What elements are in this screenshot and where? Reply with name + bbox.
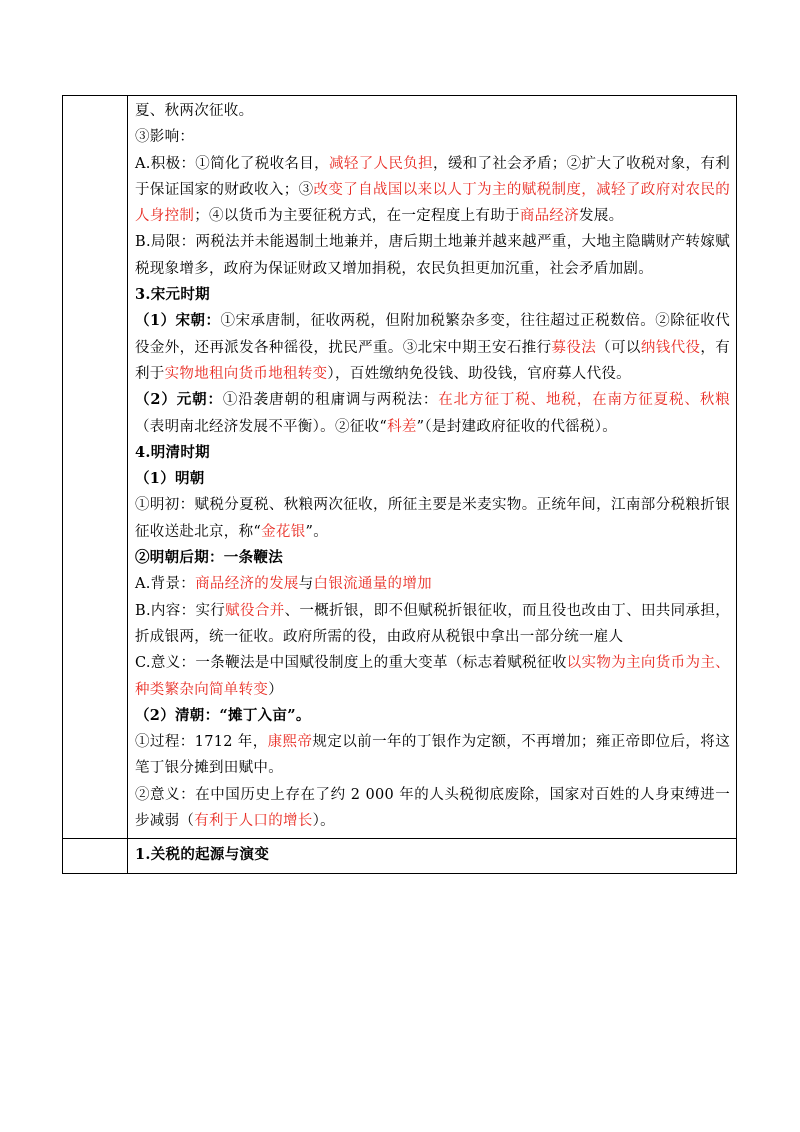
sub-heading: （1）明朝 <box>135 470 205 488</box>
section-heading: 1.关税的起源与演变 <box>135 846 270 864</box>
notes-table <box>62 95 737 874</box>
table-row <box>63 839 737 873</box>
text-line: ③影响： <box>135 129 195 146</box>
song-dynasty: （1）宋朝：①宋承唐制，征收两税，但附加税繁杂多变，往往超过正税数倍。②除征收代役金外，还再派发各种徭役，扰民严重。③北宋中期王安石推行募役法（可以纳钱代役，有利于实物地租向货币地租转变），百姓缴纳免役钱、助役钱，官府募人代役。 <box>135 312 731 382</box>
ming-early: ①明初：赋税分夏税、秋粮两次征收，所征主要是米麦实物。正统年间，江南部分税粮折银征收送赴北京，称“金花银”。 <box>135 497 730 540</box>
sub-heading: （2）清朝：“摊丁入亩”。 <box>135 706 311 724</box>
section-heading: 4.明清时期 <box>135 443 210 461</box>
content-cell <box>128 839 737 873</box>
sub-heading: ②明朝后期：一条鞭法 <box>135 549 283 567</box>
background: A.背景：商品经济的发展与白银流通量的增加 <box>135 576 432 593</box>
section-heading: 3.宋元时期 <box>135 286 210 304</box>
left-cell <box>63 96 128 839</box>
yuan-dynasty: （2）元朝：①沿袭唐朝的租庸调与两税法：在北方征丁税、地税，在南方征夏税、秋粮（表明南北经济发展不平衡）。②征收“科差”（是封建政府征收的代徭税）。 <box>135 391 731 435</box>
limitation: B.局限：两税法并未能遏制土地兼并，唐后期土地兼并越来越严重，大地主隐瞒财产转嫁赋税现象增多，政府为保证财政又增加捐税，农民负担更加沉重，社会矛盾加剧。 <box>135 234 730 277</box>
content-cell <box>128 96 737 839</box>
text-line: 夏、秋两次征收。 <box>135 103 254 119</box>
significance: C.意义：一条鞭法是中国赋役制度上的重大变革（标志着赋税征收以实物为主向货币为主、种类繁杂向简单转变） <box>135 655 730 698</box>
content-text: B.内容：实行赋役合并、一概折银，即不但赋税折银征收，而且役也改由丁、田共同承担，折成银两，统一征收。政府所需的役，由政府从税银中拿出一部分统一雇人 <box>135 602 731 645</box>
qing-process: ①过程：1712 年，康熙帝规定以前一年的丁银作为定额，不再增加；雍正帝即位后，将这笔丁银分摊到田赋中。 <box>135 734 730 777</box>
table-row <box>63 96 737 839</box>
left-cell <box>63 839 128 873</box>
qing-significance: ②意义：在中国历史上存在了约 2 000 年的人头税彻底废除，国家对百姓的人身束缚进一步减弱（有利于人口的增长）。 <box>135 786 730 830</box>
positive-impact: A.积极：①简化了税收名目，减轻了人民负担，缓和了社会矛盾；②扩大了收税对象，有利于保证国家的财政收入；③改变了自战国以来以人丁为主的赋税制度，减轻了政府对农民的人身控制；④以货币为主要征税方式，在一定程度上有助于商品经济发展。 <box>135 155 730 225</box>
